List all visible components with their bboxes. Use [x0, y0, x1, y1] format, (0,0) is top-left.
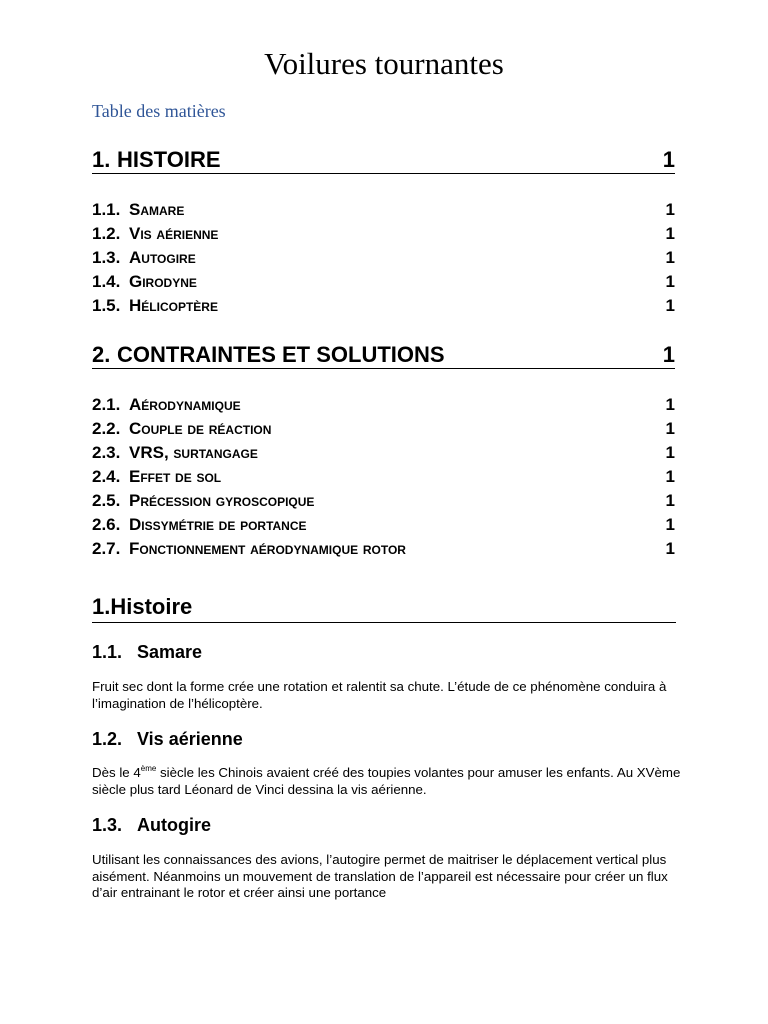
heading-section-1-3	[92, 814, 211, 836]
toc-entry-1-5[interactable]	[92, 295, 675, 317]
superscript-ordinal: ème	[140, 764, 157, 773]
toc-entry-label: CONTRAINTES ET SOLUTIONS	[117, 342, 445, 367]
toc-entry-1-2[interactable]	[92, 223, 675, 245]
toc-entry-number: 2.5.	[92, 491, 121, 510]
toc-entry-chapter-1[interactable]	[92, 147, 675, 174]
toc-entry-label: Autogire	[129, 248, 196, 267]
toc-entry-label: Girodyne	[129, 272, 197, 291]
toc-heading: Table des matières	[92, 101, 226, 121]
toc-entry-1-4[interactable]	[92, 271, 675, 293]
heading-text: Autogire	[137, 815, 211, 835]
toc-entry-label: Effet de sol	[129, 467, 222, 486]
toc-entry-2-5[interactable]	[92, 490, 675, 512]
toc-entry-page: 1	[662, 147, 675, 172]
document-title: Voilures tournantes	[264, 46, 504, 81]
toc-entry-number: 2.	[92, 342, 111, 367]
toc-entry-page: 1	[665, 539, 675, 558]
toc-entry-label: Fonctionnement aérodynamique rotor	[129, 539, 406, 558]
toc-entry-2-6[interactable]	[92, 514, 675, 536]
toc-entry-page: 1	[665, 491, 675, 510]
paragraph-samare: Fruit sec dont la forme crée une rotation et ralentit sa chute. L’étude de ce phénomène conduira à l’imagination de l’hélicoptère.	[92, 679, 667, 711]
toc-entry-1-3[interactable]	[92, 247, 675, 269]
toc-entry-number: 1.4.	[92, 272, 121, 291]
toc-entry-page: 1	[662, 342, 675, 367]
toc-entry-2-4[interactable]	[92, 466, 675, 488]
heading-number: 1.2.	[92, 729, 123, 749]
toc-entry-label: Dissymétrie de portance	[129, 515, 307, 534]
toc-entry-page: 1	[665, 248, 675, 267]
toc-entry-page: 1	[665, 467, 675, 486]
toc-entry-number: 1.1.	[92, 200, 121, 219]
toc-entry-2-2[interactable]	[92, 418, 675, 440]
paragraph-text: siècle les Chinois avaient créé des toupies volantes pour amuser les enfants. Au XVème siècle plus tard Léonard de Vinci dessina la vis aérienne.	[92, 765, 681, 797]
toc-entry-label: Vis aérienne	[129, 224, 219, 243]
toc-entry-chapter-2[interactable]	[92, 342, 675, 369]
toc-entry-number: 1.3.	[92, 248, 121, 267]
toc-entry-label: HISTOIRE	[117, 147, 221, 172]
heading-number: 1.3.	[92, 815, 123, 835]
toc-entry-2-7[interactable]	[92, 538, 675, 560]
toc-entry-page: 1	[665, 200, 675, 219]
toc-entry-page: 1	[665, 515, 675, 534]
toc-entry-page: 1	[665, 395, 675, 414]
heading-text: Histoire	[110, 594, 193, 619]
toc-entry-number: 1.	[92, 147, 111, 172]
toc-entry-2-1[interactable]	[92, 394, 675, 416]
toc-entry-label: Samare	[129, 200, 185, 219]
paragraph-text: Dès le 4	[92, 765, 141, 780]
toc-entry-label: Aérodynamique	[129, 395, 241, 414]
heading-section-1	[92, 592, 676, 623]
toc-entry-label: Hélicoptère	[129, 296, 218, 315]
toc-entry-page: 1	[665, 419, 675, 438]
toc-entry-label: Précession gyroscopique	[129, 491, 315, 510]
toc-entry-number: 2.7.	[92, 539, 121, 558]
toc-entry-page: 1	[665, 272, 675, 291]
toc-entry-page: 1	[665, 296, 675, 315]
toc-entry-number: 2.4.	[92, 467, 121, 486]
toc-entry-number: 1.5.	[92, 296, 121, 315]
toc-entry-label: VRS, surtangage	[129, 443, 258, 462]
heading-section-1-2	[92, 728, 243, 750]
paragraph-vis-aerienne	[92, 765, 682, 798]
heading-text: Samare	[137, 642, 203, 662]
toc-entry-label: Couple de réaction	[129, 419, 272, 438]
heading-text: Vis aérienne	[137, 729, 243, 749]
heading-section-1-1	[92, 641, 202, 663]
heading-number: 1.	[92, 594, 111, 619]
toc-entry-page: 1	[665, 224, 675, 243]
toc-entry-number: 2.1.	[92, 395, 121, 414]
toc-entry-2-3[interactable]	[92, 442, 675, 464]
heading-number: 1.1.	[92, 642, 123, 662]
toc-entry-page: 1	[665, 443, 675, 462]
toc-entry-1-1[interactable]	[92, 199, 675, 221]
toc-entry-number: 2.2.	[92, 419, 121, 438]
toc-entry-number: 2.6.	[92, 515, 121, 534]
toc-entry-number: 2.3.	[92, 443, 121, 462]
paragraph-autogire: Utilisant les connaissances des avions, l’autogire permet de maitriser le déplacement vertical plus aisément. Néanmoins un mouvement de translation de l’appareil est nécessaire pour créer un flux d’air entrainant le rotor et créer ainsi une portance	[92, 852, 668, 900]
toc-entry-number: 1.2.	[92, 224, 121, 243]
